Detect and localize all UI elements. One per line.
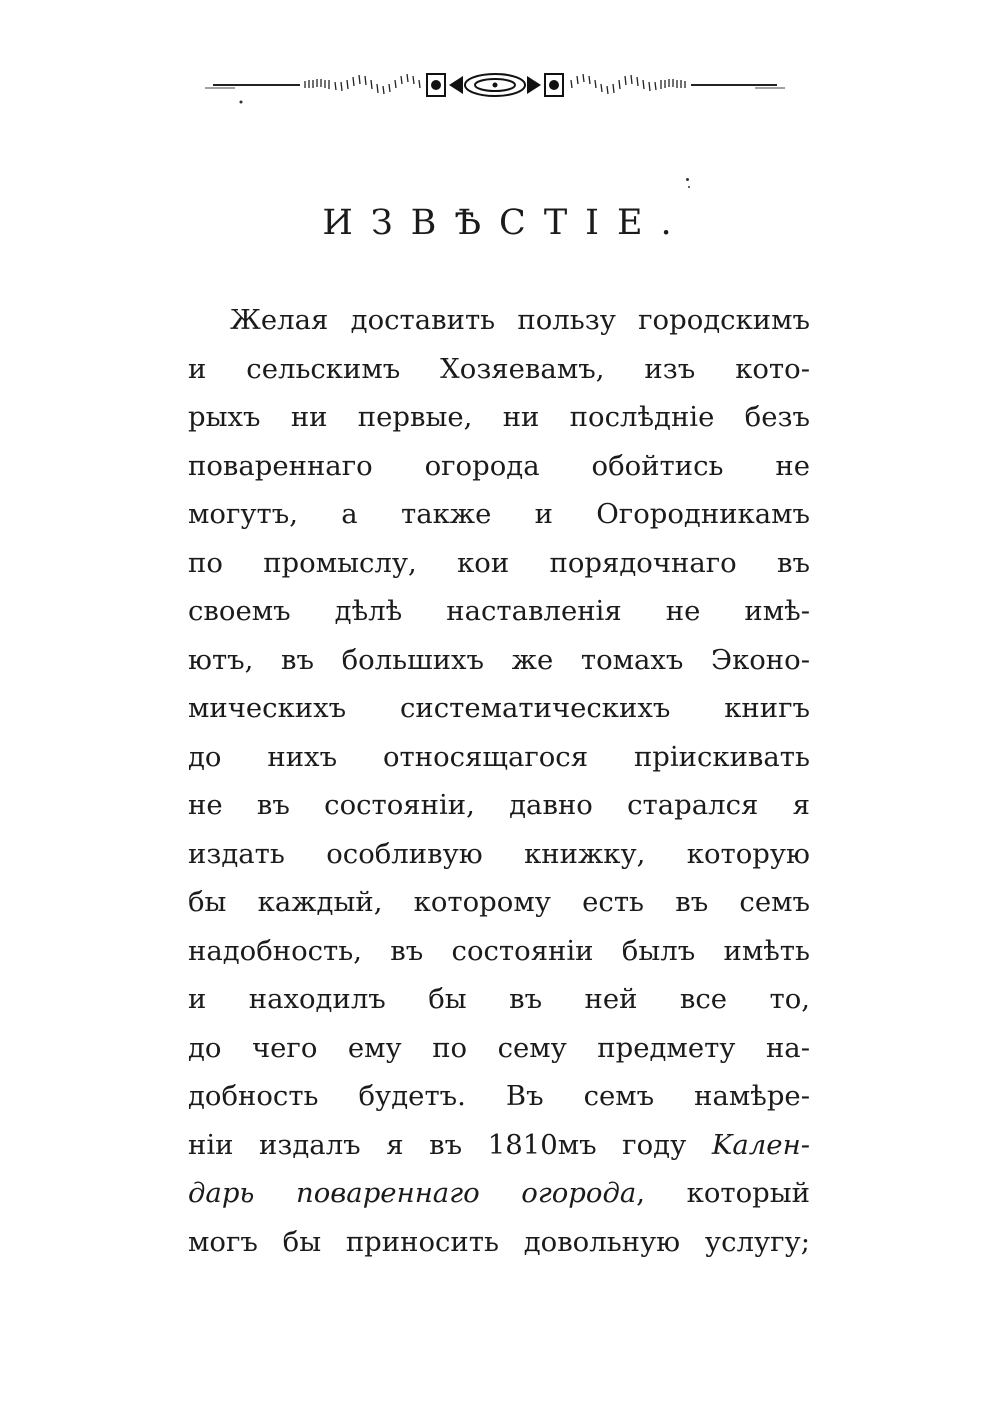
text-line-with-italic: [188, 1121, 810, 1170]
text-segment: , который: [636, 1177, 810, 1209]
text-line: не въ состояніи, давно старался я: [188, 789, 810, 821]
text-segment: ніи издалъ я въ 1810мъ году: [188, 1128, 687, 1161]
decorative-ornament-icon: [205, 62, 785, 108]
text-line-with-italic: [188, 1169, 810, 1218]
text-line: до нихъ относящагося пріискивать: [188, 740, 810, 773]
text-line: добность будетъ. Въ семъ намѣре-: [188, 1080, 810, 1112]
italic-text-segment: дарь повареннаго огорода: [188, 1177, 637, 1209]
text-line: бы каждый, которому есть въ семъ: [188, 886, 810, 918]
text-line: до чего ему по сему предмету на-: [188, 1031, 810, 1064]
text-line: рыхъ ни первые, ни послѣдніе безъ: [188, 401, 810, 433]
body-text: [188, 296, 810, 1266]
text-line: ютъ, въ большихъ же томахъ Эконо-: [188, 643, 810, 676]
text-line: могъ бы приносить довольную услугу;: [188, 1225, 810, 1258]
ink-speck: [686, 178, 689, 181]
text-line: мическихъ систематическихъ книгъ: [188, 692, 810, 724]
text-line: своемъ дѣлѣ наставленія не имѣ-: [188, 595, 810, 627]
italic-text-segment: Kален-: [711, 1128, 810, 1161]
page-title: ИЗВѢСТІЕ.: [322, 203, 690, 243]
text-line: Желая доставить пользу городскимъ: [230, 304, 810, 336]
text-line: и находилъ бы въ ней все то,: [188, 983, 810, 1015]
text-line: по промыслу, кои порядочнаго въ: [188, 546, 810, 579]
text-line: повареннаго огорода обойтись не: [188, 449, 810, 482]
text-line: могутъ, а также и Огородникамъ: [188, 498, 810, 530]
text-line: надобность, въ состояніи былъ имѣть: [188, 934, 810, 967]
ink-speck: [688, 186, 690, 188]
text-line: издать особливую книжку, которую: [188, 837, 810, 870]
text-line: и сельскимъ Хозяевамъ, изъ кото-: [188, 352, 810, 385]
